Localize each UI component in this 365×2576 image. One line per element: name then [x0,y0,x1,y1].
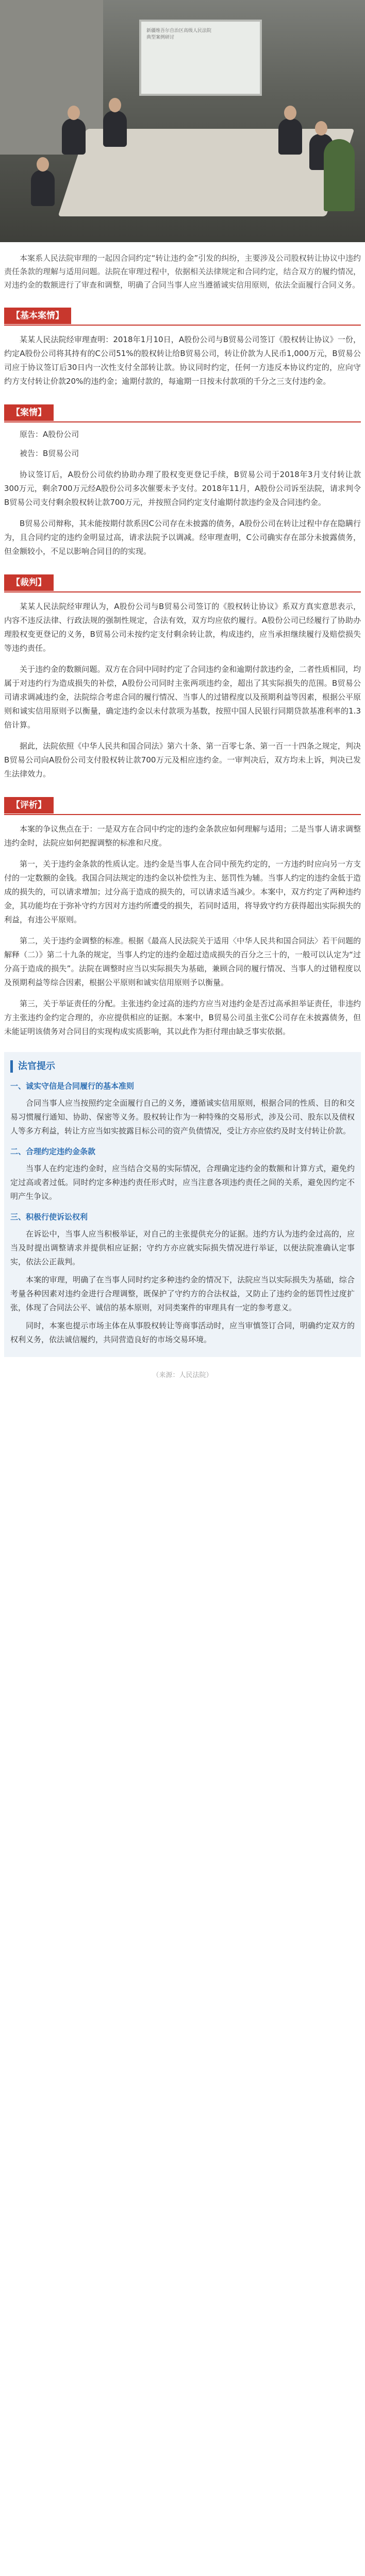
section-judgment-title: 【裁判】 [4,574,54,591]
judge-tips-block [4,1052,361,1357]
article-content [0,251,365,1379]
case-paragraph: 某某人民法院经审理查明：2018年1月10日，A股份公司与B贸易公司签订《股权转让协议》一份，约定A股份公司将其持有的C公司51%的股权转让给B贸易公司，转让价款为人民币1,000万元，B贸易公司应于协议签订后30日内一次性支付全部转让款。协议同时约定，任何一方违反本协议约定的，应向守约方支付转让价款20%的违约金；逾期付款的，每逾期一日按未付款项的千分之三支付违约金。 [4,335,361,386]
judge-tips-title: 法官提示 [10,1060,355,1073]
tip-paragraph: 合同当事人应当按照约定全面履行自己的义务，遵循诚实信用原则，根据合同的性质、目的和交易习惯履行通知、协助、保密等义务。股权转让作为一种特殊的交易形式，涉及公司、股东以及债权人等多方利益，转让方应当如实披露目标公司的资产负债情况，受让方亦应依约及时支付转让价款。 [10,1098,355,1136]
tip-subtitle: 三、积极行使诉讼权利 [10,1212,88,1222]
source-note: （来源：人民法院） [152,1371,213,1379]
section-basic-header [4,307,361,326]
judgment-paragraph: 关于违约金的数额问题。双方在合同中同时约定了合同违约金和逾期付款违约金，二者性质相同，均属于对违约行为造成损失的补偿，A股份公司同时主张两项违约金，超出了其实际损失的范围。B贸易公司请求调减违约金，法院综合考虑合同的履行情况、当事人的过错程度以及预期利益等因素，根据公平原则和诚实信用原则予以衡量，确定违约金以未付款项为基数，按照中国人民银行同期贷款基准利率的1.3倍计算。 [4,665,361,730]
intro-paragraph: 本案系人民法院审理的一起因合同约定“转让违约金”引发的纠纷，主要涉及公司股权转让协议中违约责任条款的理解与适用问题。法院在审理过程中，依据相关法律规定和合同约定，结合双方的履约情况，对违约金的数额进行了审查和调整，明确了合同当事人应当遵循诚实信用原则，依法全面履行合同义务。 [4,253,361,290]
analysis-paragraph: 第三，关于举证责任的分配。主张违约金过高的违约方应当对违约金是否过高承担举证责任，非违约方主张违约金约定合理的，亦应提供相应的证据。本案中，B贸易公司虽主张C公司存在未披露债务，但未能证明该债务对合同目的实现构成实质影响，其以此作为拒付理由缺乏事实依据。 [4,999,361,1036]
section-dispute-title: 【案情】 [4,404,54,421]
tip-subtitle: 一、诚实守信是合同履行的基本准则 [10,1081,135,1091]
screen-text: 新疆维吾尔自治区高级人民法院 典型案例研讨 [146,28,212,40]
section-dispute-header [4,404,361,422]
tip-subtitle: 二、合理约定违约金条款 [10,1147,96,1156]
tip-paragraph: 当事人在约定违约金时，应当结合交易的实际情况，合理确定违约金的数额和计算方式，避免约定过高或者过低。同时约定多种违约责任形式时，应当注意各项违约责任之间的关系，避免因约定不明产生争议。 [10,1164,355,1201]
tip-paragraph: 在诉讼中，当事人应当积极举证，对自己的主张提供充分的证据。违约方认为违约金过高的，应当及时提出调整请求并提供相应证据；守约方亦应就实际损失情况进行举证，以便法院准确认定事实，依法公正裁判。 [10,1229,355,1266]
meeting-photo [0,0,365,242]
judgment-paragraph: 某某人民法院经审理认为，A股份公司与B贸易公司签订的《股权转让协议》系双方真实意思表示，内容不违反法律、行政法规的强制性规定，合法有效，双方均应依约履行。A股份公司已经履行了协助办理股权变更登记的义务，B贸易公司未按约定支付剩余转让款，构成违约，应当承担继续履行及赔偿损失等违约责任。 [4,602,361,653]
analysis-paragraph: 第一，关于违约金条款的性质认定。违约金是当事人在合同中预先约定的，一方违约时应向另一方支付的一定数额的金钱。我国合同法规定的违约金以补偿性为主、惩罚性为辅。当事人约定的违约金低于造成的损失的，可以请求增加；过分高于造成的损失的，可以请求适当减少。本案中，双方约定了两种违约金，其功能均在于弥补守约方因对方违约所遭受的损失，若同时适用，将导致守约方获得超出实际损失的利益，有违公平原则。 [4,859,361,924]
closing-paragraph: 同时，本案也提示市场主体在从事股权转让等商事活动时，应当审慎签订合同，明确约定双方的权利义务，依法诚信履约，共同营造良好的市场交易环境。 [10,1321,355,1344]
analysis-paragraph: 本案的争议焦点在于：一是双方在合同中约定的违约金条款应如何理解与适用；二是当事人请求调整违约金时，法院应如何把握调整的标准和尺度。 [4,824,361,848]
analysis-paragraph: 第二，关于违约金调整的标准。根据《最高人民法院关于适用〈中华人民共和国合同法〉若干问题的解释（二）》第二十九条的规定，当事人约定的违约金超过造成损失的百分之三十的，一般可以认定为“过分高于造成的损失”。法院在调整时应当以实际损失为基础，兼顾合同的履行情况、当事人的过错程度以及预期利益等综合因素，根据公平原则和诚实信用原则予以衡量。 [4,936,361,987]
case-paragraph: 协议签订后，A股份公司依约协助办理了股权变更登记手续，B贸易公司于2018年3月支付转让款300万元，剩余700万元经A股份公司多次催要未予支付。2018年11月，A股份公司诉至法院，请求判令B贸易公司支付剩余股权转让款700万元，并按照合同约定支付逾期付款违约金及合同违约金。 [4,470,361,507]
plaintiff-line: 原告：A股份公司 [20,430,79,439]
section-analysis-title: 【评析】 [4,797,54,814]
section-judgment-header [4,574,361,592]
section-analysis-header [4,796,361,815]
case-paragraph: B贸易公司辩称，其未能按期付款系因C公司存在未披露的债务，A股份公司在转让过程中存在隐瞒行为，且合同约定的违约金明显过高，请求法院予以调减。经审理查明，C公司确实存在部分未披露债务，但金额较小，不足以影响合同目的的实现。 [4,519,361,556]
defendant-line: 被告：B贸易公司 [20,449,79,458]
closing-paragraph: 本案的审理，明确了在当事人同时约定多种违约金的情况下，法院应当以实际损失为基础，综合考量各种因素对违约金进行合理调整，既保护了守约方的合法权益，又防止了违约金的惩罚性过度扩张，体现了合同法公平、诚信的基本原则，对同类案件的审理具有一定的参考意义。 [10,1275,355,1312]
section-basic-title: 【基本案情】 [4,308,71,324]
judgment-paragraph: 据此，法院依照《中华人民共和国合同法》第六十条、第一百零七条、第一百一十四条之规定，判决B贸易公司向A股份公司支付股权转让款700万元及相应违约金。一审判决后，双方均未上诉，判决已发生法律效力。 [4,741,361,778]
projection-screen [139,20,262,96]
